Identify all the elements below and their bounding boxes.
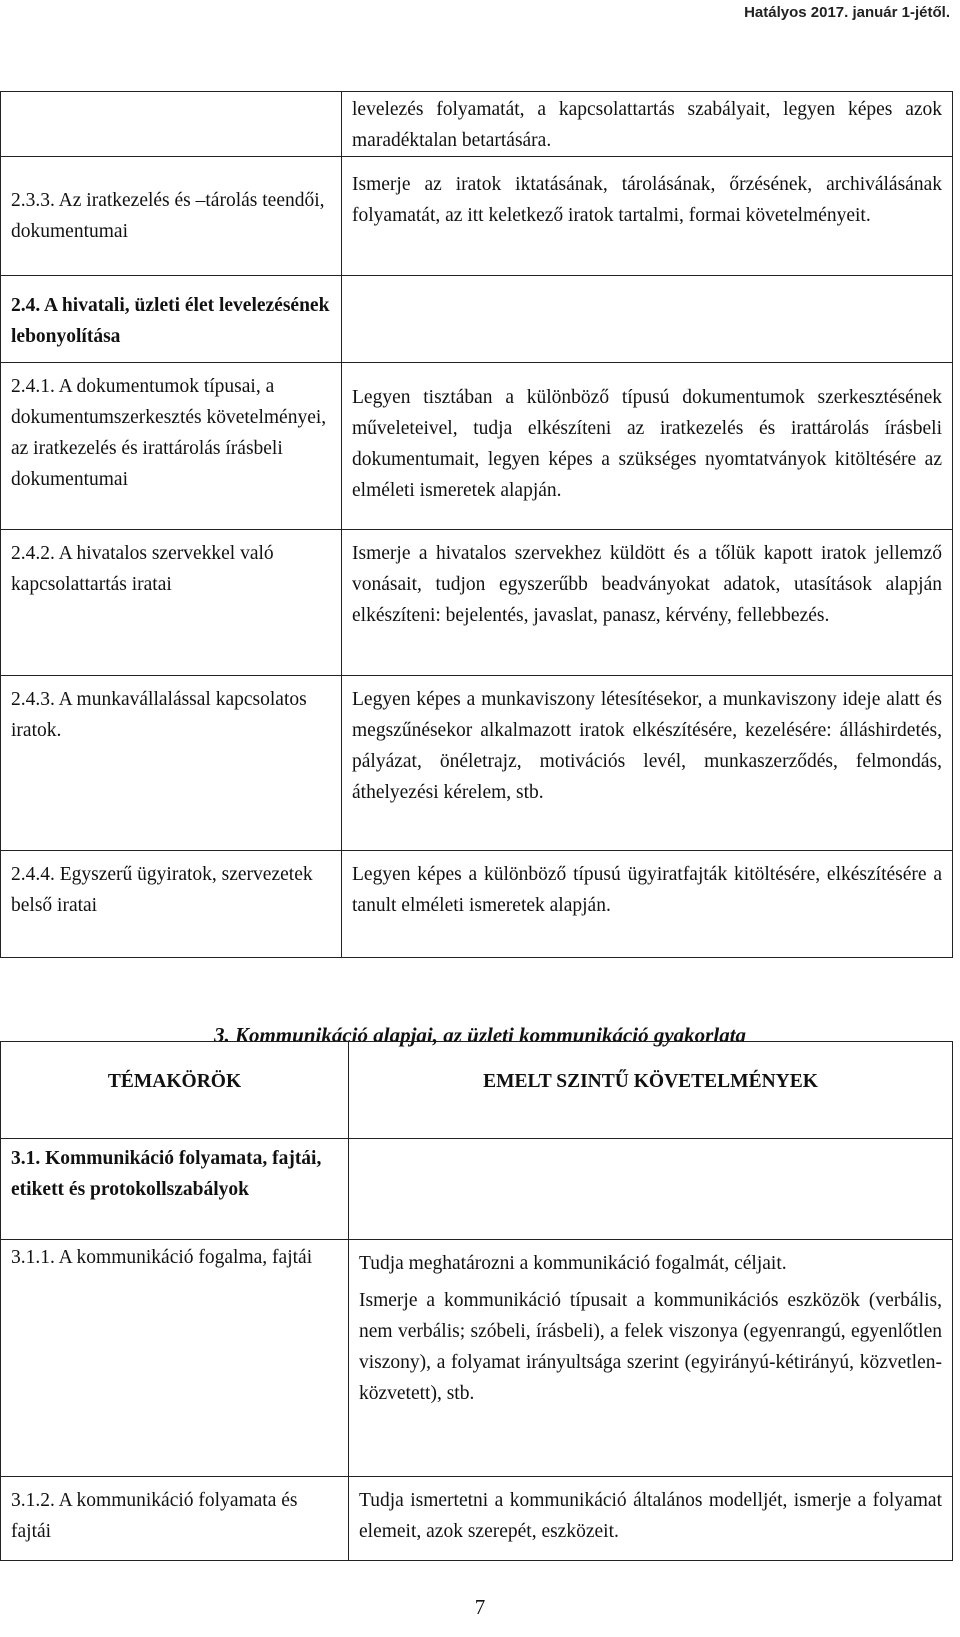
table-row (1, 1139, 953, 1240)
page-number: 7 (474, 1595, 486, 1619)
table-row (1, 530, 953, 676)
topic-cell: 3.1.1. A kommunikáció fogalma, fajtái (1, 1240, 349, 1477)
topic-cell: 2.4.4. Egyszerű ügyiratok, szervezetek belső iratai (1, 851, 342, 958)
requirement-text: Legyen képes a munkaviszony létesítésekor, a munkaviszony ideje alatt és megszűnésekor alkalmazott iratok elkészítésére, kezelésére: álláshirdetés, pályázat, önéletrajz, motivációs levél, munkaszerződés, felmondás, áthelyezési kérelem, stb. (352, 689, 942, 803)
requirement-text: Legyen képes a különböző típusú ügyiratfajták kitöltésére, elkészítésére a tanult elméleti ismeretek alapján. (352, 864, 942, 916)
topic-cell: 2.4.3. A munkavállalással kapcsolatos iratok. (1, 676, 342, 851)
table-row (1, 851, 953, 958)
table-row (1, 1477, 953, 1561)
table-row (1, 676, 953, 851)
column-header-topics: TÉMAKÖRÖK (1, 1042, 349, 1139)
effective-date-note: Hatályos 2017. január 1-jétől. (744, 4, 950, 21)
communication-requirements-table (0, 1041, 953, 1561)
requirement-cell-empty (342, 276, 953, 363)
requirement-cell (349, 1240, 953, 1477)
requirement-cell (342, 851, 953, 958)
topic-heading-cell: 3.1. Kommunikáció folyamata, fajtái, etikett és protokollszabályok (1, 1139, 349, 1240)
requirement-cell (342, 676, 953, 851)
topic-cell: 2.4.1. A dokumentumok típusai, a dokumentumszerkesztés követelményei, az iratkezelés és irattárolás írásbeli dokumentumai (1, 363, 342, 530)
topic-cell: 2.4.2. A hivatalos szervekkel való kapcsolattartás iratai (1, 530, 342, 676)
requirement-text: Legyen tisztában a különböző típusú dokumentumok szerkesztésének műveleteivel, tudja elkészíteni az iratkezelés és irattárolás írásbeli dokumentumait, legyen képes a szükséges nyomtatványok kitöltésére az elméleti ismeretek alapján. (352, 387, 942, 501)
requirement-cell (342, 363, 953, 530)
requirement-text: levelezés folyamatát, a kapcsolattartás szabályait, legyen képes azok maradéktalan betartására. (352, 99, 942, 151)
requirement-cell (342, 530, 953, 676)
topic-cell (1, 92, 342, 157)
requirement-text: Tudja meghatározni a kommunikáció fogalmát, céljait. (359, 1253, 787, 1274)
table-row (1, 92, 953, 157)
requirement-cell (349, 1477, 953, 1561)
section-title: 3. Kommunikáció alapjai, az üzleti kommunikáció gyakorlata (213, 1023, 747, 1047)
topic-cell: 3.1.2. A kommunikáció folyamata és fajtái (1, 1477, 349, 1561)
requirements-table-continued (0, 91, 953, 958)
topic-heading-cell: 2.4. A hivatali, üzleti élet levelezésének lebonyolítása (1, 276, 342, 363)
requirement-cell-empty (349, 1139, 953, 1240)
table-row (1, 1240, 953, 1477)
table-row (1, 276, 953, 363)
requirement-text: Ismerje az iratok iktatásának, tárolásának, őrzésének, archiválásának folyamatát, az itt keletkező iratok tartalmi, formai követelményeit. (352, 174, 942, 226)
table-row (1, 363, 953, 530)
requirement-text: Ismerje a kommunikáció típusait a kommunikációs eszközök (verbális, nem verbális; szóbeli, írásbeli), a felek viszonya (egyenrangú, egyenlőtlen viszony), a folyamat irányultsága szerint (egyirányú-kétirányú, közvetlen-közvetett), stb. (359, 1290, 942, 1404)
requirement-cell (342, 157, 953, 276)
table-header-row (1, 1042, 953, 1139)
table-row (1, 157, 953, 276)
requirement-text: Tudja ismertetni a kommunikáció általános modelljét, ismerje a folyamat elemeit, azok szerepét, eszközeit. (359, 1490, 942, 1542)
topic-cell: 2.3.3. Az iratkezelés és –tárolás teendői, dokumentumai (1, 157, 342, 276)
requirement-cell (342, 92, 953, 157)
column-header-requirements: EMELT SZINTŰ KÖVETELMÉNYEK (349, 1042, 953, 1139)
requirement-text: Ismerje a hivatalos szervekhez küldött és a tőlük kapott iratok jellemző vonásait, tudjon egyszerűbb beadványokat adatok, utasítások alapján elkészíteni: bejelentés, javaslat, panasz, kérvény, fellebbezés. (352, 543, 942, 626)
